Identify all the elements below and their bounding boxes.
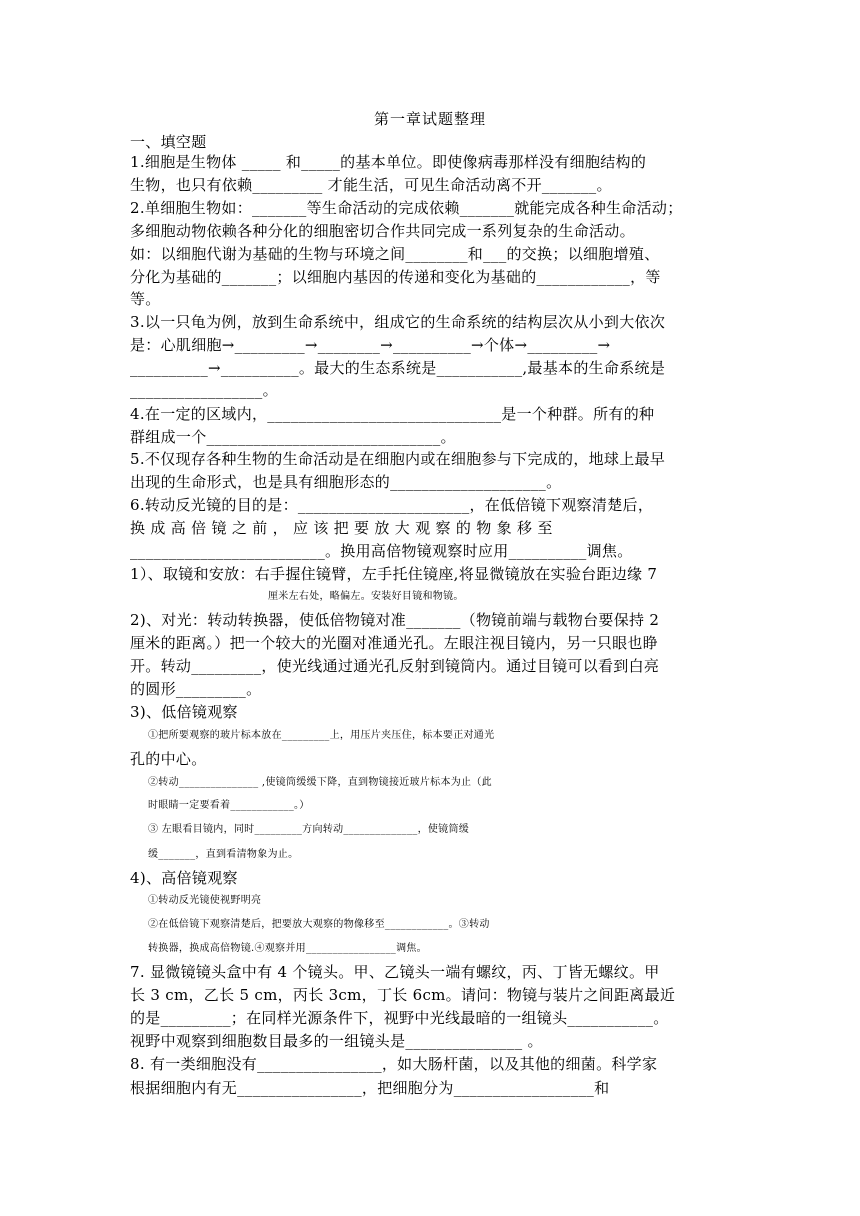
text-line: 5.不仅现存各种生物的生命活动是在细胞内或在细胞参与下完成的，地球上最早 — [130, 450, 666, 468]
text-line: 1.细胞是生物体 _____ 和_____的基本单位。即使像病毒那样没有细胞结构的 — [130, 153, 647, 171]
text-line: ①转动反光镜使视野明亮 — [148, 895, 262, 906]
text-line: ①把所要观察的玻片标本放在_________上，用压片夹压住，标本要正对通光 — [148, 730, 495, 741]
text-line: 等。 — [130, 290, 161, 308]
text-line: 4.在一定的区域内，______________________________是一个种群。所有的种 — [130, 405, 655, 423]
text-line: 厘米左右处，略偏左。安装好目镜和物镜。 — [268, 591, 464, 602]
text-line: 2.单细胞生物如：_______等生命活动的完成依赖_______就能完成各种生命活动； — [130, 199, 683, 217]
sub-heading: 3)、低倍镜观察 — [130, 703, 238, 721]
text-line: 分化为基础的_______；以细胞内基因的传递和变化为基础的____________，等 — [130, 268, 661, 286]
text-line: __________→__________。最大的生态系统是___________,最基本的生命系统是 — [130, 359, 666, 377]
text-line: 根据细胞内有无________________，把细胞分为__________________和 — [130, 1079, 610, 1097]
text-line: _________________。 — [130, 381, 278, 399]
text-line: ③ 左眼看目镜内，同时_________方向转动______________，使镜筒缓 — [148, 824, 470, 835]
sub-heading: 4)、高倍镜观察 — [130, 869, 238, 887]
text-line: 2)、对光：转动转换器，使低倍物镜对准_______（物镜前端与载物台要保持 2 — [130, 611, 660, 629]
text-line: 孔的中心。 — [130, 750, 207, 768]
page-title: 第一章试题整理 — [373, 110, 486, 128]
section-heading: 一、填空题 — [130, 133, 207, 151]
text-line: 如：以细胞代谢为基础的生物与环境之间________和___的交换；以细胞增殖、 — [130, 245, 660, 263]
text-line: 长 3 cm，乙长 5 cm，丙长 3cm，丁长 6cm。请问：物镜与装片之间距离最近 — [130, 986, 676, 1004]
text-line: 生物，也只有依赖_________ 才能生活，可见生命活动离不开_______。 — [130, 176, 612, 194]
text-line: 开。转动_________，使光线通过通光孔反射到镜筒内。通过目镜可以看到白亮 — [130, 657, 660, 675]
text-line: 群组成一个______________________________。 — [130, 428, 456, 446]
text-line: 7. 显微镜镜头盒中有 4 个镜头。甲、乙镜头一端有螺纹，丙、丁皆无螺纹。甲 — [130, 963, 660, 981]
text-line: 6.转动反光镜的目的是：______________________，在低倍镜下观察清楚后， — [130, 496, 654, 514]
text-line: ②转动_______________ ,使镜筒缓缓下降，直到物镜接近玻片标本为止（此 — [148, 777, 492, 788]
text-line: _________________________。换用高倍物镜观察时应用__________调焦。 — [130, 542, 633, 560]
text-line: 出现的生命形式，也是具有细胞形态的____________________。 — [130, 473, 562, 491]
text-line: 转换器，换成高倍物镜.④观察并用_________________调焦。 — [148, 943, 427, 954]
text-line: ②在低倍镜下观察清楚后，把要放大观察的物像移至____________。③转动 — [148, 919, 490, 930]
text-line: 时眼睛一定要看着____________。） — [148, 800, 310, 811]
text-line: 的是_________；在同样光源条件下，视野中光线最暗的一组镜头___________。 — [130, 1009, 669, 1027]
text-line: 8. 有一类细胞没有________________，如大肠杆菌，以及其他的细菌。科学家 — [130, 1055, 658, 1073]
text-line: 多细胞动物依赖各种分化的细胞密切合作共同完成一系列复杂的生命活动。 — [130, 222, 635, 240]
text-line: 3.以一只龟为例，放到生命系统中，组成它的生命系统的结构层次从小到大依次 — [130, 313, 666, 331]
text-line: 是：心肌细胞→_________→________→__________→个体→_________→ — [130, 336, 611, 354]
text-line: 厘米的距离。）把一个较大的光圈对准通光孔。左眼注视目镜内，另一只眼也睁 — [130, 634, 659, 652]
text-line: 1）、取镜和安放：右手握住镜臂，左手托住镜座,将显微镜放在实验台距边缘 7 — [130, 565, 658, 583]
text-line: 的圆形_________。 — [130, 680, 262, 698]
text-line: 缓_______，直到看清物象为止。 — [148, 849, 299, 860]
text-line: 视野中观察到细胞数目最多的一组镜头是_______________ 。 — [130, 1032, 543, 1050]
text-line: 换 成 高 倍 镜 之 前 ， 应 该 把 要 放 大 观 察 的 物 象 移 至 — [130, 519, 553, 537]
